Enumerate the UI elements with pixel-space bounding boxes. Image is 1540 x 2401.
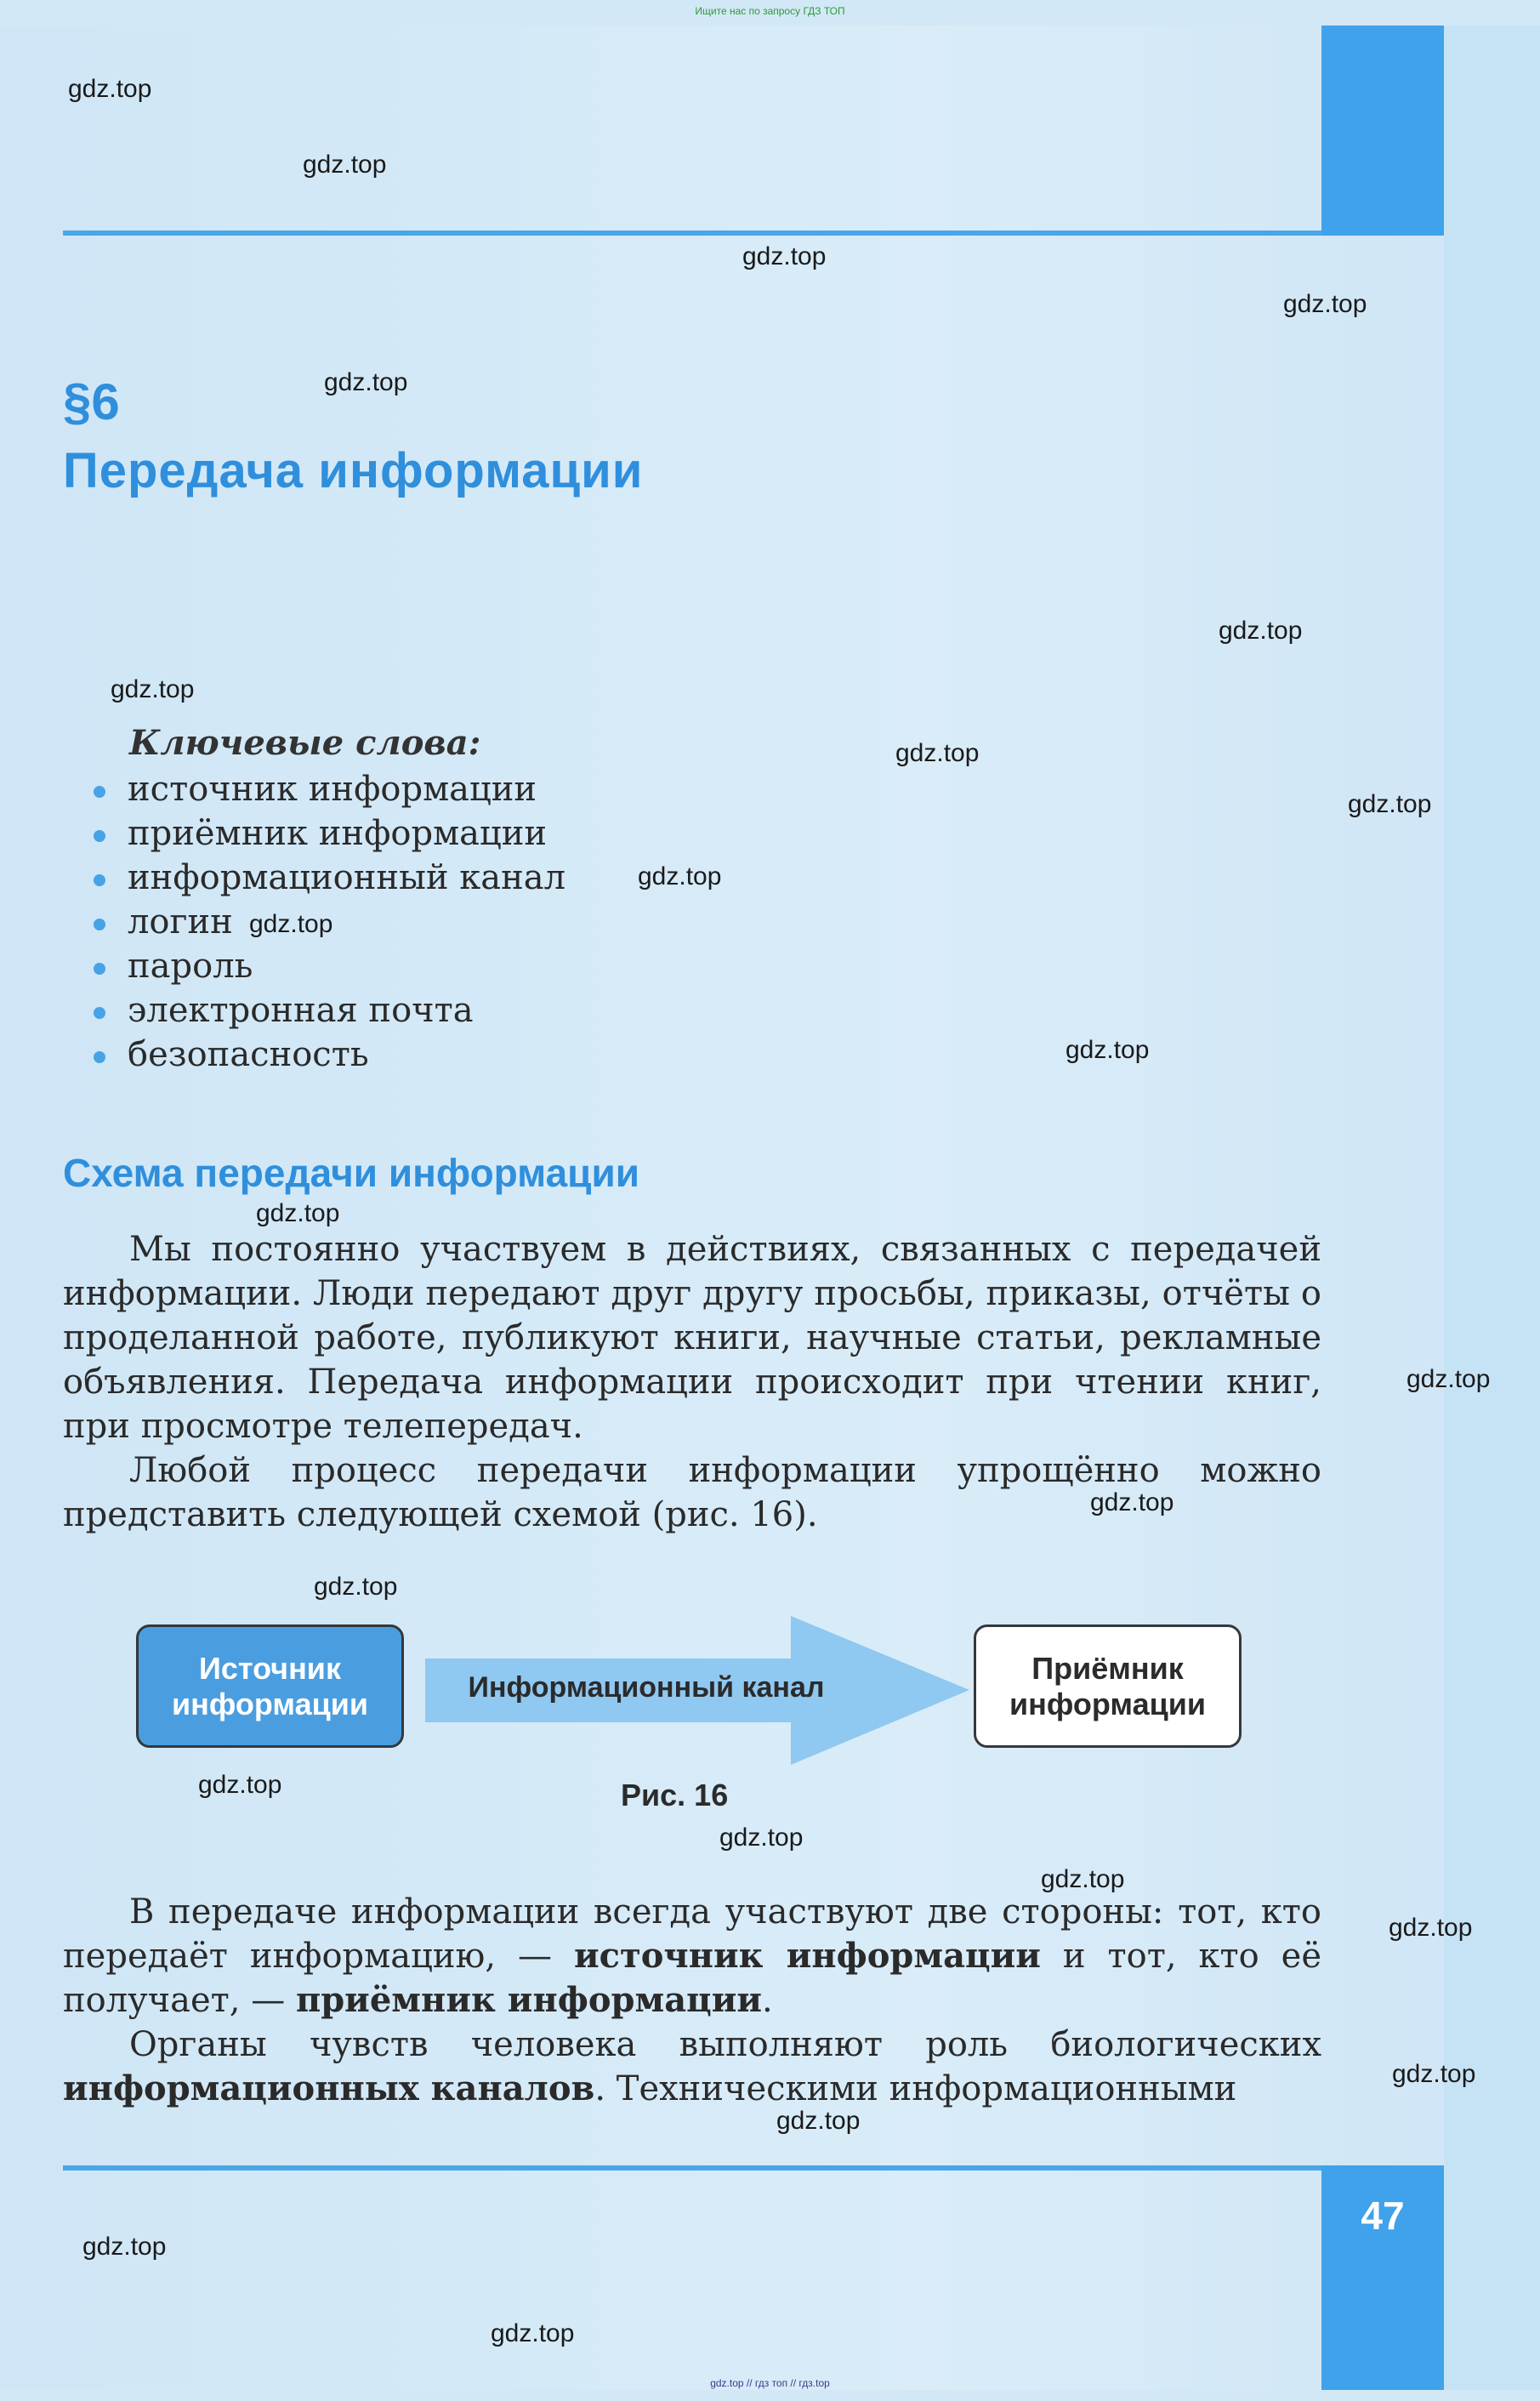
- watermark: gdz.top: [895, 739, 980, 767]
- bullet-icon: [94, 963, 105, 975]
- keywords-heading: Ключевые слова:: [129, 723, 481, 763]
- channel-label: Информационный канал: [468, 1671, 825, 1704]
- bottom-rule: [63, 2165, 1321, 2171]
- keyword-item: информационный канал: [94, 856, 565, 900]
- watermark: gdz.top: [1392, 2060, 1476, 2088]
- bullet-icon: [94, 830, 105, 842]
- figure-caption: Рис. 16: [621, 1778, 729, 1812]
- watermark: gdz.top: [303, 151, 387, 179]
- top-site-note[interactable]: Ищите нас по запросу ГДЗ ТОП: [695, 5, 845, 17]
- paragraph-2: Любой процесс передачи информации упрощённо можно представить следующей схемой (рис. 16).: [63, 1451, 1321, 1534]
- watermark: gdz.top: [719, 1824, 804, 1852]
- source-box: Источник информации: [136, 1624, 404, 1748]
- paragraph-3: В передаче информации всегда участвуют две стороны: тот, кто передаёт информацию, — источник информации и тот, кто её получает, — приёмник информации.: [63, 1892, 1321, 2020]
- watermark: gdz.top: [256, 1199, 340, 1227]
- watermark: gdz.top: [249, 910, 333, 938]
- watermark: gdz.top: [491, 2319, 575, 2347]
- watermark: gdz.top: [198, 1771, 282, 1799]
- watermark: gdz.top: [1406, 1365, 1491, 1393]
- bullet-icon: [94, 874, 105, 886]
- keyword-item: приёмник информации: [94, 811, 565, 856]
- right-margin-strip: [1444, 26, 1540, 2390]
- watermark: gdz.top: [111, 675, 195, 703]
- paragraph-1: Мы постоянно участвуем в действиях, связанных с передачей информации. Люди передают друг другу просьбы, приказы, отчёты о проделанной работе, публикуют книги, научные статьи, рекламные объявления. Передача информации происходит при чтении книг, при просмотре телепередач.: [63, 1230, 1321, 1446]
- watermark: gdz.top: [776, 2107, 861, 2135]
- watermark: gdz.top: [1219, 617, 1303, 645]
- watermark: gdz.top: [1090, 1488, 1174, 1516]
- watermark: gdz.top: [1348, 790, 1432, 818]
- keyword-item: логин: [94, 900, 565, 944]
- receiver-box: Приёмник информации: [974, 1624, 1242, 1748]
- watermark: gdz.top: [742, 242, 827, 270]
- page-number: 47: [1361, 2193, 1405, 2238]
- watermark: gdz.top: [1389, 1914, 1473, 1942]
- watermark: gdz.top: [314, 1573, 398, 1601]
- watermark: gdz.top: [638, 862, 722, 890]
- bullet-icon: [94, 1007, 105, 1019]
- keyword-item: электронная почта: [94, 988, 565, 1033]
- watermark: gdz.top: [1041, 1865, 1125, 1893]
- keyword-item: пароль: [94, 944, 565, 988]
- keyword-item: источник информации: [94, 767, 565, 811]
- top-rule: [63, 230, 1321, 236]
- watermark: gdz.top: [1065, 1036, 1150, 1064]
- section-title: Передача информации: [63, 443, 644, 498]
- watermark: gdz.top: [1283, 290, 1367, 318]
- bottom-site-note[interactable]: gdz.top // гдз топ // гдз.top: [710, 2377, 830, 2389]
- watermark: gdz.top: [82, 2233, 167, 2261]
- bullet-icon: [94, 786, 105, 798]
- top-corner-block: [1321, 26, 1444, 236]
- bullet-icon: [94, 1051, 105, 1063]
- subsection-title: Схема передачи информации: [63, 1151, 640, 1195]
- paragraph-4: Органы чувств человека выполняют роль биологических информационных каналов. Техническими информационными: [63, 2025, 1321, 2108]
- watermark: gdz.top: [324, 368, 408, 396]
- watermark: gdz.top: [68, 75, 152, 103]
- bullet-icon: [94, 919, 105, 930]
- keyword-item: безопасность: [94, 1033, 565, 1077]
- transfer-diagram: [136, 1616, 1246, 1765]
- section-number: §6: [63, 373, 120, 430]
